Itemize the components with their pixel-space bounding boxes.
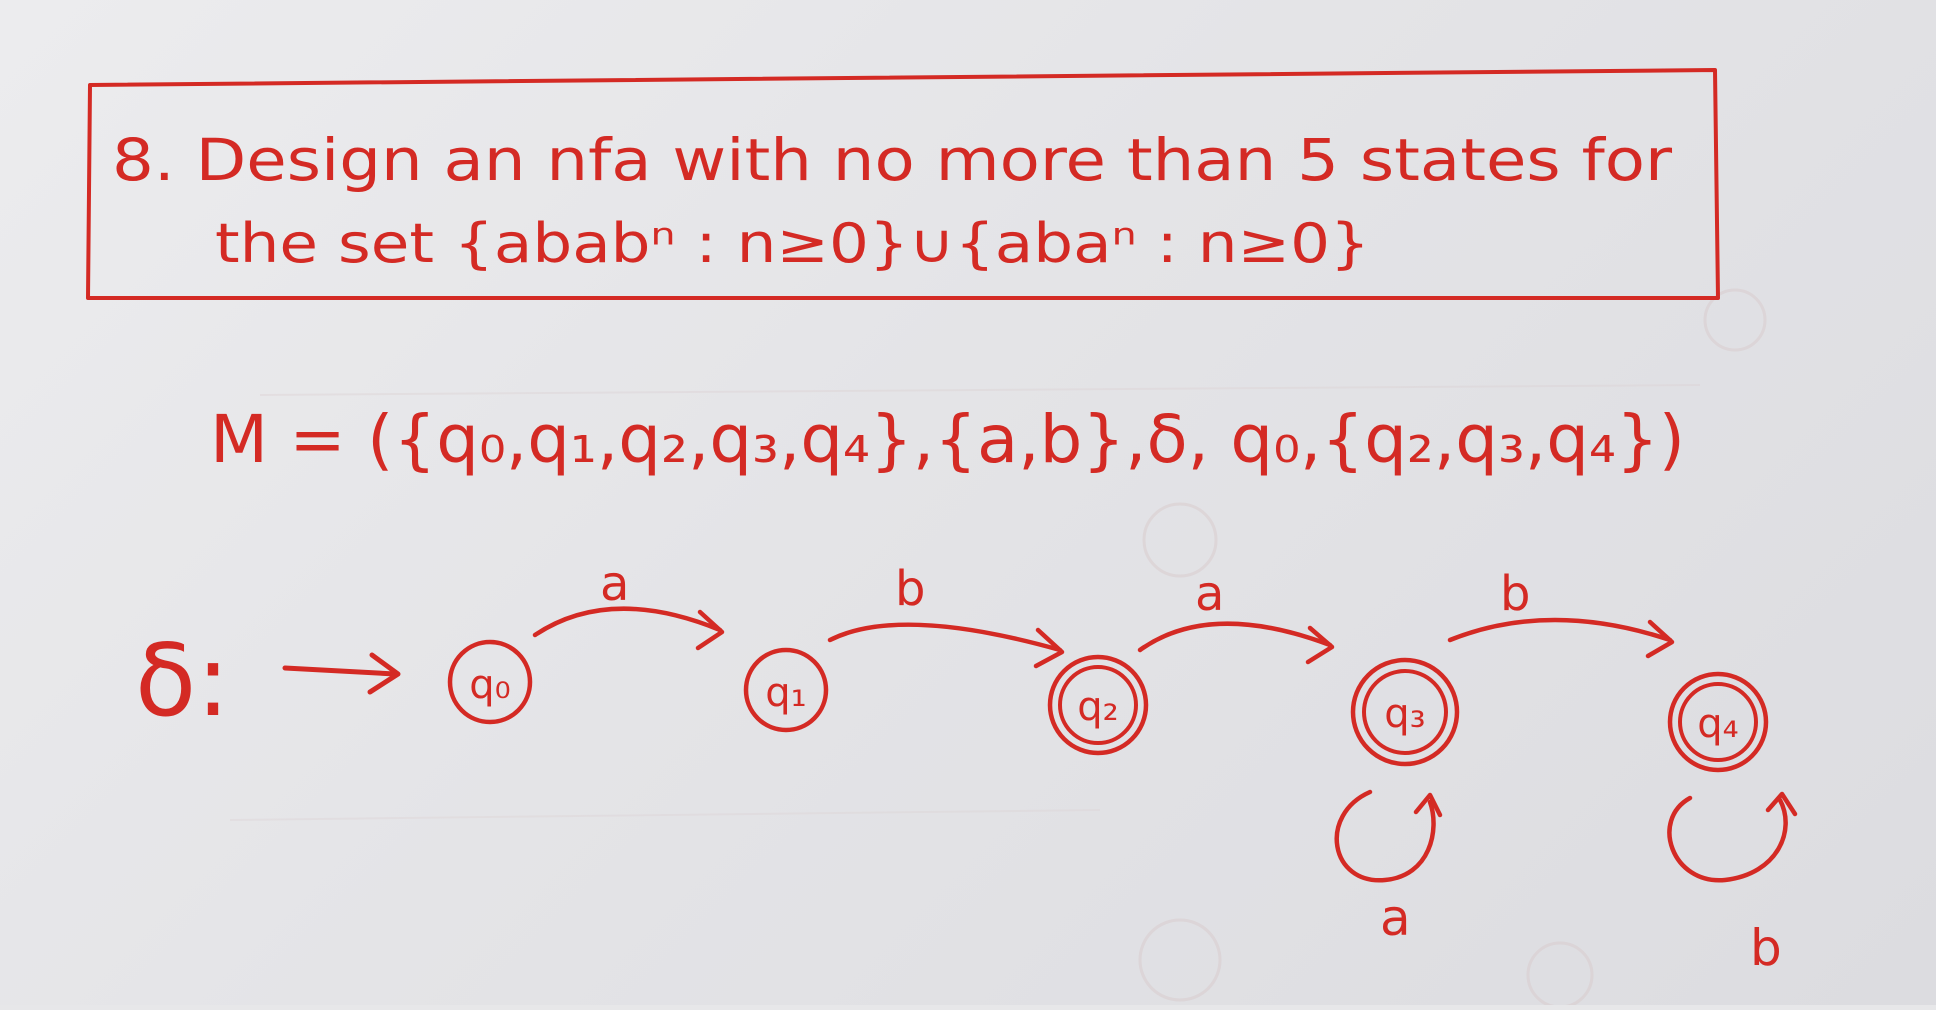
transition-q2-q3 (1140, 624, 1332, 662)
self-loop-label-q4: b (1750, 919, 1782, 977)
state-label-q1: q₁ (765, 670, 807, 716)
state-q2 (1050, 657, 1146, 753)
self-loop-q3 (1337, 792, 1440, 880)
problem-line-2: the set {ababⁿ : n≥0}∪{abaⁿ : n≥0} (215, 212, 1370, 275)
self-loop-q4 (1669, 794, 1795, 880)
delta-label: δ: (135, 622, 230, 739)
start-arrow (285, 655, 398, 692)
transition-q1-q2 (830, 625, 1062, 666)
state-label-q3: q₃ (1384, 691, 1426, 737)
transition-label-q3-q4: b (1500, 566, 1531, 622)
transition-label-q2-q3: a (1195, 566, 1225, 622)
state-label-q2: q₂ (1077, 684, 1119, 730)
transition-label-q0-q1: a (600, 556, 630, 612)
transition-q0-q1 (535, 609, 722, 648)
machine-definition: M = ({q₀,q₁,q₂,q₃,q₄},{a,b},δ, q₀,{q₂,q₃,q₄}) (210, 401, 1685, 478)
transition-q3-q4 (1450, 620, 1672, 656)
state-label-q4: q₄ (1697, 701, 1739, 747)
bleed-through-marks (230, 290, 1765, 1005)
transition-label-q1-q2: b (895, 561, 926, 617)
self-loop-label-q3: a (1380, 889, 1411, 947)
state-q4 (1670, 674, 1766, 770)
problem-line-1: 8. Design an nfa with no more than 5 states for (112, 126, 1673, 194)
state-label-q0: q₀ (469, 662, 511, 708)
state-q0 (450, 642, 530, 722)
state-q3 (1353, 660, 1457, 764)
state-q1 (746, 650, 826, 730)
